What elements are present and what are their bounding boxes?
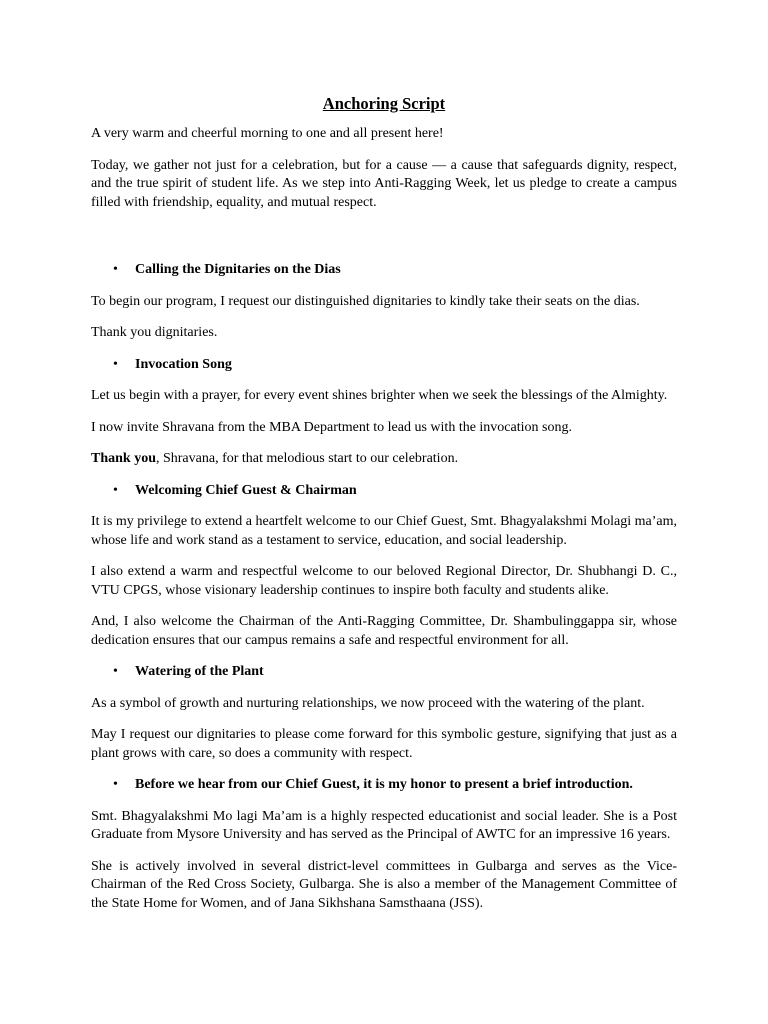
section-heading-watering bbox=[91, 663, 677, 682]
paragraph: Smt. Bhagyalakshmi Mo lagi Ma’am is a highly respected educationist and social leader. She is a Post Graduate from Mysore University and has served as the Principal of AWTC for an impressive 16 years. bbox=[91, 808, 677, 842]
section-heading-text: Before we hear from our Chief Guest, it is my honor to present a brief introduction. bbox=[135, 777, 633, 792]
bullet-icon: • bbox=[113, 664, 118, 679]
section-heading-introduction bbox=[91, 776, 677, 795]
bullet-icon: • bbox=[113, 356, 118, 372]
paragraph: I now invite Shravana from the MBA Department to lead us with the invocation song. bbox=[91, 419, 572, 435]
paragraph: May I request our dignitaries to please come forward for this symbolic gesture, signifying that just as a plant grows with care, so does a community with respect. bbox=[91, 727, 677, 761]
intro-paragraph: Today, we gather not just for a celebration, but for a cause — a cause that safeguards dignity, respect, and the true spirit of student life. As we step into Anti-Ragging Week, let us pledge to create a campus filled with friendship, equality, and mutual respect. bbox=[91, 157, 677, 210]
paragraph: It is my privilege to extend a heartfelt welcome to our Chief Guest, Smt. Bhagyalakshmi Molagi ma’am, whose life and work stand as a testament to service, education, and social leadership. bbox=[91, 514, 677, 548]
thanks-rest: , Shravana, for that melodious start to our celebration. bbox=[155, 451, 459, 466]
section-heading-text: Invocation Song bbox=[135, 356, 232, 372]
paragraph: Thank you dignitaries. bbox=[91, 325, 218, 340]
thanks-paragraph bbox=[91, 450, 677, 469]
section-heading-text: Welcoming Chief Guest & Chairman bbox=[135, 482, 357, 498]
thanks-bold: Thank you bbox=[91, 451, 156, 466]
bullet-icon: • bbox=[113, 482, 118, 498]
spacer bbox=[91, 225, 677, 261]
paragraph: To begin our program, I request our distinguished dignitaries to kindly take their seats on the dias. bbox=[91, 293, 640, 309]
section-heading-text: Watering of the Plant bbox=[135, 664, 264, 679]
intro-greeting: A very warm and cheerful morning to one and all present here! bbox=[91, 126, 444, 141]
section-heading-text: Calling the Dignitaries on the Dias bbox=[135, 262, 341, 277]
section-heading-welcome bbox=[91, 482, 677, 501]
paragraph: I also extend a warm and respectful welcome to our beloved Regional Director, Dr. Shubhangi D. C., VTU CPGS, whose visionary leadership continues to inspire both faculty and students alike. bbox=[91, 564, 677, 598]
paragraph: Let us begin with a prayer, for every event shines brighter when we seek the blessings of the Almighty. bbox=[91, 388, 668, 403]
bullet-icon: • bbox=[113, 777, 118, 792]
section-heading-invocation bbox=[91, 356, 677, 375]
document-title: Anchoring Script bbox=[322, 94, 446, 113]
paragraph: As a symbol of growth and nurturing relationships, we now proceed with the watering of the plant. bbox=[91, 695, 645, 711]
paragraph: She is actively involved in several district-level committees in Gulbarga and serves as the Vice-Chairman of the Red Cross Society, Gulbarga. She is also a member of the Management Committee of the State Home for Women, and of Jana Sikhshana Samsthaana (JSS). bbox=[91, 858, 677, 911]
bullet-icon: • bbox=[113, 262, 118, 277]
paragraph: And, I also welcome the Chairman of the Anti-Ragging Committee, Dr. Shambulinggappa sir, whose dedication ensures that our campus remains a safe and respectful environment for all. bbox=[91, 614, 677, 648]
section-heading-dignitaries bbox=[91, 261, 677, 280]
